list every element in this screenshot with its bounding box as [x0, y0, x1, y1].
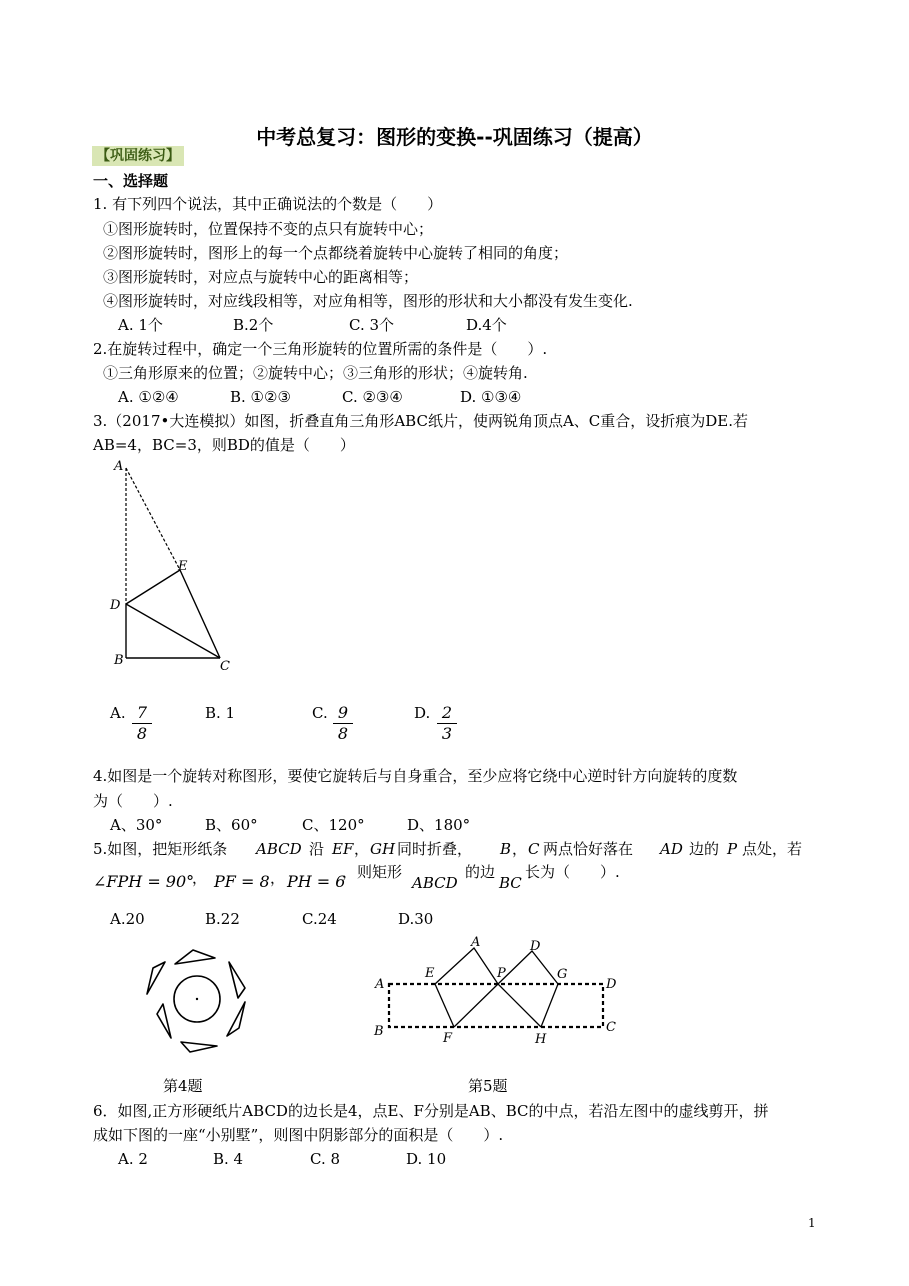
- q2-option-b: B. ①②③: [230, 388, 291, 406]
- q4-stem-line1: 4.如图是一个旋转对称图形，要使它旋转后与自身重合，至少应将它绕中心逆时针方向旋转的度数: [93, 767, 738, 785]
- q6-option-a: A. 2: [118, 1150, 148, 1168]
- q3-triangle-figure: [100, 452, 250, 677]
- q5-label-a-top: A: [471, 935, 481, 950]
- q3-option-c: C.: [312, 704, 328, 722]
- q5-option-b: B.22: [205, 910, 240, 928]
- q3-option-d-fraction: 2 3: [437, 703, 457, 744]
- q5-var-p: P: [727, 840, 738, 858]
- q1-option-b: B.2个: [233, 316, 274, 334]
- q5-label-c: C: [606, 1020, 616, 1035]
- q5-label-e: E: [425, 966, 435, 981]
- q5-var-ef: EF: [332, 840, 354, 858]
- q4-option-a: A、30°: [110, 816, 163, 834]
- q5-text-10: 的边: [465, 863, 496, 881]
- q5-comma-1: ，: [192, 869, 208, 887]
- q4-option-b: B、60°: [205, 816, 258, 834]
- q1-option-a: A. 1个: [118, 316, 163, 334]
- q5-label-d-top: D: [530, 939, 541, 954]
- q3-option-a-fraction: 7 8: [132, 703, 152, 744]
- page-number: 1: [808, 1216, 816, 1230]
- q3-label-d: D: [110, 598, 121, 613]
- q5-comma-2: ，: [270, 869, 286, 887]
- q5-text-8: 点处，若: [742, 840, 803, 858]
- q1-statement-4: ④图形旋转时，对应线段相等，对应角相等，图形的形状和大小都没有发生变化.: [103, 292, 633, 310]
- q5-option-a: A.20: [110, 910, 145, 928]
- q5-option-d: D.30: [398, 910, 434, 928]
- q5-text-5: ，: [512, 840, 528, 858]
- q5-ph: PH = 6: [287, 872, 346, 891]
- q1-statement-2: ②图形旋转时，图形上的每一个点都绕着旋转中心旋转了相同的角度；: [103, 244, 569, 262]
- q5-var-bc: BC: [499, 874, 522, 892]
- q3-stem-line1: 3.（2017•大连模拟）如图，折叠直角三角形ABC纸片，使两锐角顶点A、C重合，设折痕为DE.若: [93, 412, 749, 430]
- section-heading: 一、选择题: [93, 172, 169, 190]
- q3-stem-line2: AB=4，BC=3，则BD的值是（ ）: [93, 436, 355, 454]
- q5-text-6: 两点恰好落在: [543, 840, 634, 858]
- page-title: 中考总复习：图形的变换--巩固练习（提高）: [256, 125, 653, 149]
- q5-var-c: C: [528, 840, 540, 858]
- q4-rotation-figure: [135, 942, 260, 1057]
- q4-option-c: C、120°: [302, 816, 365, 834]
- q3-label-a: A: [114, 459, 124, 474]
- q4-option-d: D、180°: [407, 816, 471, 834]
- q5-fold-figure: [370, 932, 630, 1052]
- q5-label-f: F: [443, 1031, 453, 1046]
- q6-option-b: B. 4: [213, 1150, 244, 1168]
- q5-text-4: 同时折叠，: [397, 840, 473, 858]
- q6-stem-line2: 成如下图的一座“小别墅”，则图中阴影部分的面积是（ ）.: [93, 1126, 504, 1144]
- q3-label-e: E: [178, 559, 188, 574]
- q5-label-h: H: [535, 1032, 547, 1047]
- q5-label-d: D: [606, 977, 617, 992]
- q3-option-b: B. 1: [205, 704, 236, 722]
- fig4-caption: 第4题: [163, 1077, 203, 1095]
- q6-stem-line1: 6．如图,正方形硬纸片ABCD的边长是4，点E、F分别是AB、BC的中点，若沿左图中的虚线剪开，拼: [93, 1102, 769, 1120]
- q3-label-b: B: [114, 653, 124, 668]
- q5-text-3: ，: [354, 840, 370, 858]
- q3-option-c-fraction: 9 8: [333, 703, 353, 744]
- q5-text-7: 边的: [689, 840, 720, 858]
- q5-var-ad: AD: [660, 840, 683, 858]
- q5-var-abcd: ABCD: [256, 840, 302, 858]
- q5-text-2: 沿: [309, 840, 325, 858]
- q4-stem-line2: 为（ ）.: [93, 792, 173, 810]
- q1-option-c: C. 3个: [349, 316, 395, 334]
- q5-label-p: P: [497, 966, 506, 981]
- q2-stem: 2.在旋转过程中，确定一个三角形旋转的位置所需的条件是（ ）.: [93, 340, 548, 358]
- q5-var-gh: GH: [370, 840, 396, 858]
- q5-label-b: B: [374, 1024, 384, 1039]
- q1-statement-3: ③图形旋转时，对应点与旋转中心的距离相等；: [103, 268, 419, 286]
- q1-option-d: D.4个: [466, 316, 507, 334]
- q3-option-a: A.: [110, 704, 126, 722]
- q5-var-abcd-2: ABCD: [412, 874, 458, 892]
- q3-label-c: C: [220, 659, 230, 674]
- q5-text-11: 长为（ ）.: [525, 863, 620, 881]
- q1-stem: 1. 有下列四个说法，其中正确说法的个数是（ ）: [93, 195, 443, 213]
- q2-option-d: D. ①③④: [460, 388, 522, 406]
- q1-statement-1: ①图形旋转时，位置保持不变的点只有旋转中心；: [103, 220, 434, 238]
- q5-var-b: B: [500, 840, 512, 858]
- q6-option-d: D. 10: [406, 1150, 447, 1168]
- q6-option-c: C. 8: [310, 1150, 341, 1168]
- q2-option-c: C. ②③④: [342, 388, 403, 406]
- q5-angle: ∠FPH = 90°: [93, 872, 195, 891]
- q5-text-1: 5.如图，把矩形纸条: [93, 840, 228, 858]
- q5-pf: PF = 8: [214, 872, 270, 891]
- fig5-caption: 第5题: [468, 1077, 508, 1095]
- q5-label-a: A: [375, 977, 385, 992]
- q3-option-d: D.: [414, 704, 431, 722]
- q2-conditions: ①三角形原来的位置；②旋转中心；③三角形的形状；④旋转角.: [103, 364, 528, 382]
- q5-text-9: ，则矩形: [342, 863, 403, 881]
- q5-option-c: C.24: [302, 910, 337, 928]
- practice-tag: 【巩固练习】: [92, 146, 184, 166]
- q2-option-a: A. ①②④: [118, 388, 179, 406]
- q5-label-g: G: [557, 967, 568, 982]
